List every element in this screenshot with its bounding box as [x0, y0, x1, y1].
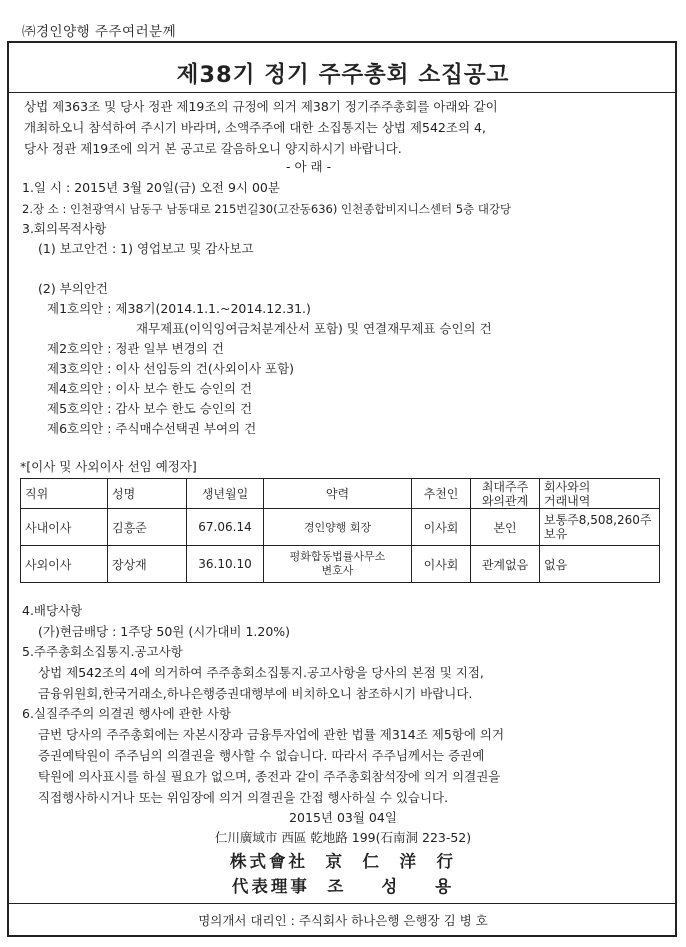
below-marker: - 아 래 -	[286, 159, 332, 174]
table-cell: 관계없음	[471, 546, 540, 583]
table-cell: 이사회	[412, 546, 471, 583]
col-header: 성명	[108, 479, 187, 509]
table-cell: 67.06.14	[187, 509, 264, 546]
recipient-line: ㈜경인양행 주주여러분께	[22, 24, 177, 40]
table-cell: 사외이사	[21, 546, 108, 583]
table-cell: 장상재	[108, 546, 187, 583]
resolution-6: 제6호의안 : 주식매수선택권 부여의 건	[47, 421, 257, 436]
table-cell: 이사회	[412, 509, 471, 546]
voting-line-4: 직접행사하시거나 또는 위임장에 의거 의결권을 간접 행사하실 수 있습니다.	[38, 790, 449, 805]
agenda-heading: 3.회의목적사항	[22, 221, 107, 236]
transfer-agent: 명의개서 대리인 : 주식회사 하나은행 은행장 김 병 호	[198, 913, 488, 928]
candidates-table	[20, 478, 660, 583]
table-row	[21, 546, 660, 583]
meeting-location: 2.장 소 : 인천광역시 남동구 남동대로 215번길30(고잔동636) 인천종합비지니스센터 5층 대강당	[22, 202, 512, 216]
resolution-4: 제4호의안 : 이사 보수 한도 승인의 건	[47, 381, 253, 396]
col-header: 회사와의 거래내역	[540, 479, 660, 509]
table-row	[21, 509, 660, 546]
notice-line-1: 상법 제542조의 4에 의거하여 주주총회소집통지.공고사항을 당사의 본점 및 지점,	[38, 665, 484, 680]
table-cell: 보통주8,508,260주 보유	[540, 509, 660, 546]
table-cell: 김흥준	[108, 509, 187, 546]
col-header: 생년월일	[187, 479, 264, 509]
dividend-heading: 4.배당사항	[22, 603, 83, 618]
notice-line-2: 금융위원회,한국거래소,하나은행증권대행부에 비치하오니 참조하시기 바랍니다.	[38, 686, 473, 701]
intro-line-2: 개최하오니 참석하여 주시기 바라며, 소액주주에 대한 소집통지는 상법 제542조의 4,	[24, 120, 486, 135]
intro-line-1: 상법 제363조 및 당사 정관 제19조의 규정에 의거 제38기 정기주주총회를 아래와 같이	[24, 99, 498, 114]
resolution-1: 제1호의안 : 제38기(2014.1.1.~2014.12.31.)	[47, 301, 311, 316]
table-header-row	[21, 479, 660, 509]
resolution-1-detail: 재무제표(이익잉여금처분계산서 포함) 및 연결재무제표 승인의 건	[136, 321, 492, 336]
resolution-5: 제5호의안 : 감사 보수 한도 승인의 건	[47, 401, 253, 416]
voting-line-2: 증권예탁원이 주주님의 의결권을 행사할 수 없습니다. 따라서 주주님께서는 증권예	[38, 748, 485, 763]
intro-line-3: 당사 정관 제19조에 의거 본 공고로 갈음하오니 양지하시기 바랍니다.	[24, 141, 402, 156]
meeting-datetime: 1.일 시 : 2015년 3월 20일(금) 오전 9시 00분	[22, 180, 280, 195]
resolution-2: 제2호의안 : 정관 일부 변경의 건	[47, 341, 224, 356]
table-cell: 경인양행 회장	[264, 509, 412, 546]
table-cell: 사내이사	[21, 509, 108, 546]
col-header: 직위	[21, 479, 108, 509]
resolution-3: 제3호의안 : 이사 선임등의 건(사외이사 포함)	[47, 361, 295, 376]
voting-heading: 6.실질주주의 의결권 행사에 관한 사항	[22, 706, 231, 721]
notice-date: 2015년 03월 04일	[289, 810, 397, 825]
voting-line-1: 금번 당사의 주주총회에는 자본시장과 금융투자업에 관한 법률 제314조 제5항에 의거	[38, 727, 505, 742]
footer-divider	[7, 903, 677, 904]
company-name: 株式會社 京 仁 洋 行	[230, 852, 456, 871]
representative: 代表理事 조 성 용	[231, 877, 455, 896]
table-cell: 본인	[471, 509, 540, 546]
resolution-heading: (2) 부의안건	[38, 281, 108, 296]
voting-line-3: 탁원에 의사표시를 하실 필요가 없으며, 종전과 같이 주주총회참석장에 의거 의결권을	[38, 769, 501, 784]
col-header: 최대주주 와의관계	[471, 479, 540, 509]
table-cell: 36.10.10	[187, 546, 264, 583]
table-cell: 평화합동법률사무소 변호사	[264, 546, 412, 583]
title-divider	[7, 92, 677, 93]
dividend-detail: (가)현금배당 : 1주당 50원 (시가대비 1.20%)	[38, 624, 291, 639]
report-items: (1) 보고안건 : 1) 영업보고 및 감사보고	[38, 241, 254, 256]
col-header: 추천인	[412, 479, 471, 509]
candidates-caption: *[이사 및 사외이사 선임 예정자]	[20, 459, 197, 474]
table-cell: 없음	[540, 546, 660, 583]
col-header: 약력	[264, 479, 412, 509]
page-title: 제38기 정기 주주총회 소집공고	[176, 62, 510, 88]
company-address: 仁川廣域市 西區 乾地路 199(石南洞 223-52)	[214, 830, 472, 845]
notice-heading: 5.주주총회소집통지.공고사항	[22, 644, 183, 659]
